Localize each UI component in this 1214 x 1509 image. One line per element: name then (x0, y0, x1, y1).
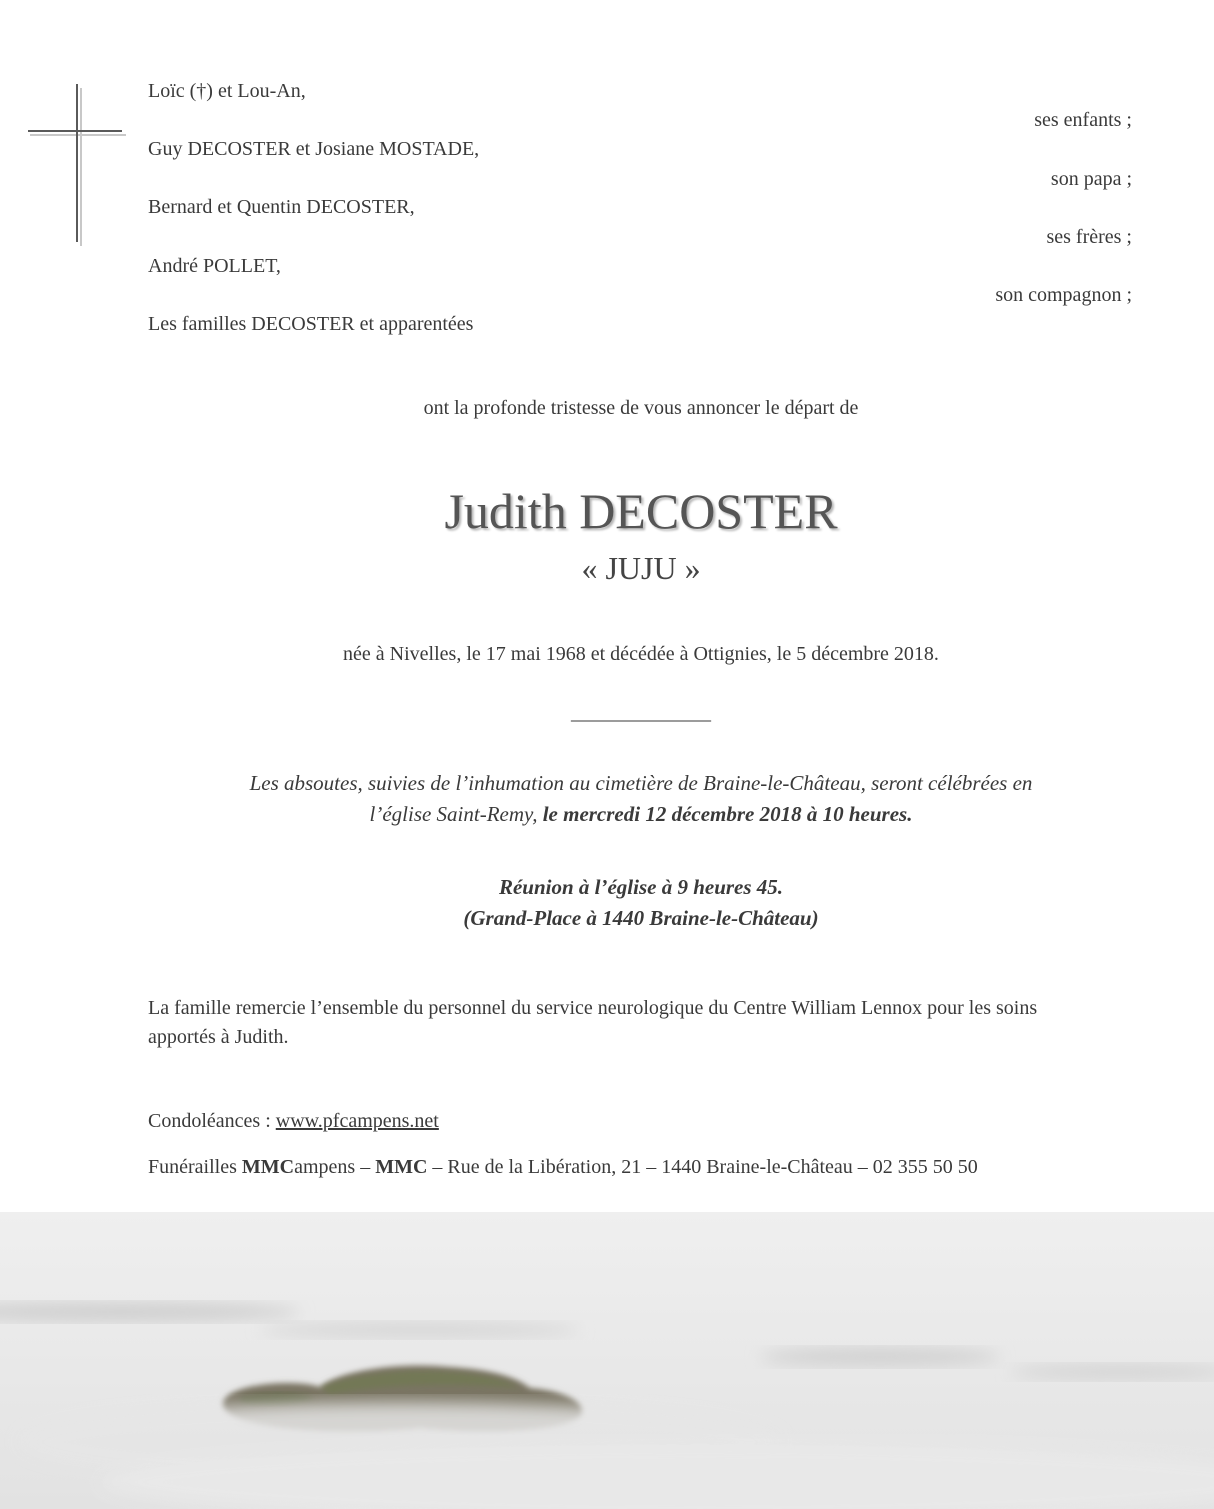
funeral-home-mmc: MMC (375, 1156, 428, 1178)
misty-rocks-image (0, 1212, 1214, 1509)
condolences-link[interactable]: www.pfcampens.net (275, 1110, 439, 1132)
funeral-home-mm: MM (241, 1156, 280, 1178)
ceremony-line-2 (34, 802, 1214, 827)
funeral-home-prefix: Funérailles (148, 1156, 237, 1178)
ceremony-line-1: Les absoutes, suivies de l’inhumation au cimetière de Braine-le-Château, seront célébrées en (249, 771, 1033, 795)
family-name-5: Les familles DECOSTER et apparentées (148, 313, 474, 335)
thanks-line-1: La famille remercie l’ensemble du personnel du service neurologique du Centre William Lennox pour les soins (148, 997, 1038, 1019)
birth-death-dates: née à Nivelles, le 17 mai 1968 et décédée à Ottignies, le 5 décembre 2018. (343, 643, 939, 665)
family-name-2: Guy DECOSTER et Josiane MOSTADE, (148, 138, 480, 160)
announcement-text: ont la profonde tristesse de vous annoncer le départ de (423, 397, 859, 419)
family-relation-1: ses enfants ; (1034, 109, 1132, 131)
family-name-4: André POLLET, (148, 255, 281, 277)
deceased-nickname: « JUJU » (581, 550, 701, 586)
funeral-home-details: – Rue de la Libération, 21 – 1440 Braine-le-Château – 02 355 50 50 (432, 1156, 978, 1178)
family-relation-4: son compagnon ; (995, 284, 1132, 306)
meeting-address: (Grand-Place à 1440 Braine-le-Château) (463, 906, 819, 930)
condolences-label: Condoléances : (148, 1110, 271, 1132)
family-name-3: Bernard et Quentin DECOSTER, (148, 196, 415, 218)
deceased-name: Judith DECOSTER (444, 483, 838, 539)
funeral-home-ampens: ampens – (294, 1156, 371, 1178)
family-relation-3: ses frères ; (1046, 226, 1132, 248)
condolences-line (148, 1110, 439, 1133)
ceremony-church: l’église Saint-Remy, (369, 802, 538, 826)
family-name-1: Loïc (†) et Lou-An, (148, 80, 306, 102)
funeral-home-line (148, 1156, 978, 1179)
thanks-line-2: apportés à Judith. (148, 1026, 289, 1048)
meeting-time: Réunion à l’église à 9 heures 45. (498, 875, 784, 899)
funeral-home-c: C (279, 1156, 295, 1178)
ceremony-date-time: le mercredi 12 décembre 2018 à 10 heures. (542, 802, 913, 826)
separator-line: ______________ (571, 702, 711, 724)
family-relation-2: son papa ; (1050, 168, 1132, 190)
